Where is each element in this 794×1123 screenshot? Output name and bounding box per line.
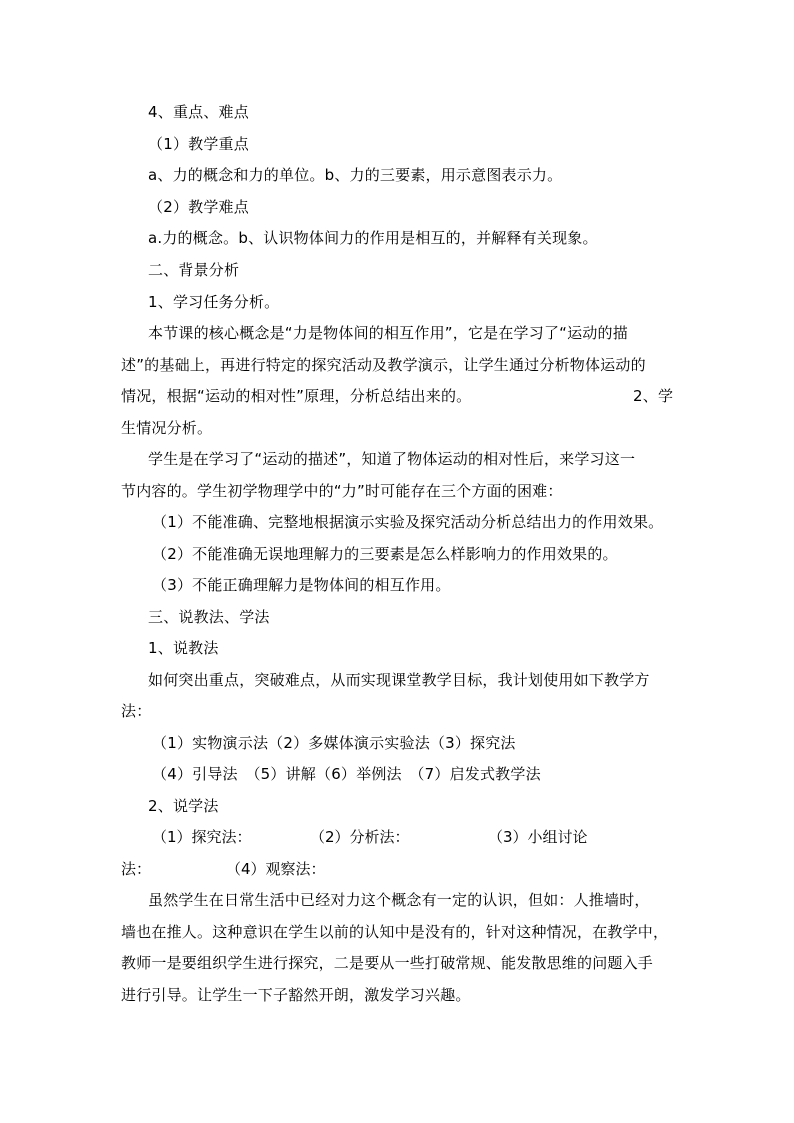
list-item: （4）引导法 （5）讲解（6）举例法 （7）启发式教学法 bbox=[152, 765, 541, 783]
learning-method-item: （4）观察法： bbox=[226, 860, 326, 878]
learning-method-item: （3）小组讨论 bbox=[488, 828, 588, 846]
learning-method-item: 法： bbox=[121, 860, 152, 878]
paragraph-line: 本节课的核心概念是“力是物体间的相互作用”，它是在学习了“运动的描 bbox=[148, 324, 628, 342]
paragraph-line: 虽然学生在日常生活中已经对力这个概念有一定的认识，但如：人推墙时， bbox=[148, 891, 650, 909]
subheading-teaching-method: 1、说教法 bbox=[148, 639, 219, 657]
paragraph-line: a、力的概念和力的单位。b、力的三要素，用示意图表示力。 bbox=[148, 166, 563, 184]
section-heading-key-points: 4、重点、难点 bbox=[148, 103, 249, 121]
list-item: （3）不能正确理解力是物体间的相互作用。 bbox=[152, 576, 451, 594]
list-item: （1）不能准确、完整地根据演示实验及探究活动分析总结出力的作用效果。 bbox=[152, 513, 664, 531]
paragraph-line: 进行引导。让学生一下子豁然开朗，激发学习兴趣。 bbox=[121, 986, 471, 1004]
learning-method-item: （2）分析法： bbox=[310, 828, 410, 846]
list-item: （1）实物演示法（2）多媒体演示实验法（3）探究法 bbox=[152, 734, 516, 752]
subheading-teaching-difficulty: （2）教学难点 bbox=[148, 198, 249, 216]
paragraph-line: 法： bbox=[121, 702, 152, 720]
paragraph-line: 教师一是要组织学生进行探究，二是要从一些打破常规、能发散思维的问题入手 bbox=[121, 954, 654, 972]
subheading-teaching-focus: （1）教学重点 bbox=[148, 135, 249, 153]
section-heading-methods: 三、说教法、学法 bbox=[148, 608, 270, 626]
paragraph-line: a.力的概念。b、认识物体间力的作用是相互的，并解释有关现象。 bbox=[148, 229, 598, 247]
paragraph-line: 2、学 bbox=[633, 387, 674, 405]
paragraph-line: 情况，根据“运动的相对性”原理，分析总结出来的。 bbox=[121, 387, 472, 405]
section-heading-background: 二、背景分析 bbox=[148, 261, 240, 279]
paragraph-line: 述”的基础上，再进行特定的探究活动及教学演示，让学生通过分析物体运动的 bbox=[121, 356, 646, 374]
subheading-task-analysis: 1、学习任务分析。 bbox=[148, 293, 280, 311]
paragraph-line: 节内容的。学生初学物理学中的“力”时可能存在三个方面的困难： bbox=[121, 482, 563, 500]
paragraph-line: 如何突出重点，突破难点，从而实现课堂教学目标，我计划使用如下教学方 bbox=[148, 671, 650, 689]
paragraph-line: 学生是在学习了“运动的描述”，知道了物体运动的相对性后，来学习这一 bbox=[148, 450, 636, 468]
paragraph-line: 生情况分析。 bbox=[121, 419, 213, 437]
subheading-learning-method: 2、说学法 bbox=[148, 797, 219, 815]
paragraph-line: 墙也在推人。这种意识在学生以前的认知中是没有的，针对这种情况，在教学中， bbox=[121, 923, 669, 941]
list-item: （2）不能准确无误地理解力的三要素是怎么样影响力的作用效果的。 bbox=[152, 545, 618, 563]
learning-method-item: （1）探究法： bbox=[152, 828, 252, 846]
